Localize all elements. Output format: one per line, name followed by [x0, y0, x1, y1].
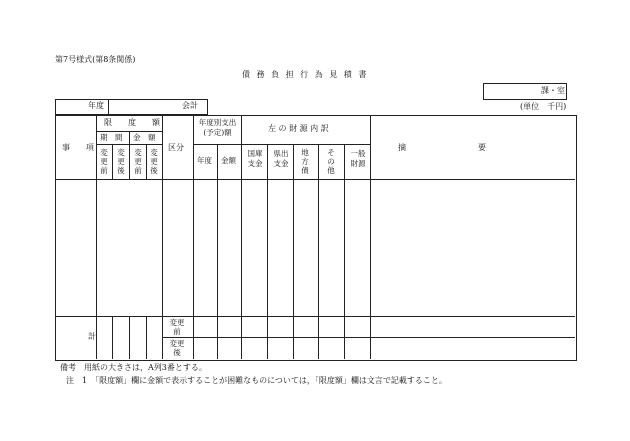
amount-after-change: 変更後 [150, 148, 158, 175]
document-title: 債 務 負 担 行 為 見 積 書 [242, 70, 369, 79]
amount-header: 金 額 [133, 133, 156, 142]
period-after-change: 変更後 [117, 148, 125, 175]
item-header: 事 項 [62, 143, 94, 152]
remarks: 備考 用紙の大きさは，A列3番とする。 [60, 363, 207, 372]
summary-header: 摘 要 [398, 143, 486, 152]
period-before-change: 変更前 [100, 148, 108, 175]
prefectural-header: 県出支金 [273, 149, 289, 168]
note-1: 注 1 「限度額」欄に金額で表示することが困難なものについては，「限度額」欄は文言で記載すること。 [66, 376, 447, 385]
limit-header: 限 度 額 [104, 118, 160, 127]
general-source-header: 一般財源 [350, 149, 366, 168]
annual-expenditure-header: 年度別支出(予定)額 [198, 118, 237, 137]
category-header: 区分 [168, 143, 184, 152]
funding-breakdown-header: 左 の 財 源 内 訳 [268, 124, 329, 133]
amount-before-change: 変更前 [134, 148, 142, 175]
total-after-change: 変更後 [169, 339, 185, 357]
total-label: 計 [88, 332, 96, 341]
section-label: 課・室 [541, 86, 565, 95]
national-treasury-header: 国庫支金 [247, 149, 263, 168]
local-bond-header: 地方債 [301, 148, 309, 175]
year-header: 年度 [197, 156, 212, 165]
other-header: その他 [327, 148, 335, 175]
kingaku-header: 金額 [221, 156, 236, 165]
form-number: 第7号様式(第8条関係) [55, 55, 136, 64]
period-header: 期 間 [100, 133, 123, 142]
total-before-change: 変更前 [169, 318, 185, 336]
unit-label: (単位 千円) [520, 102, 567, 111]
fiscal-year-label: 年度 [88, 101, 104, 110]
account-label: 会計 [182, 101, 198, 110]
